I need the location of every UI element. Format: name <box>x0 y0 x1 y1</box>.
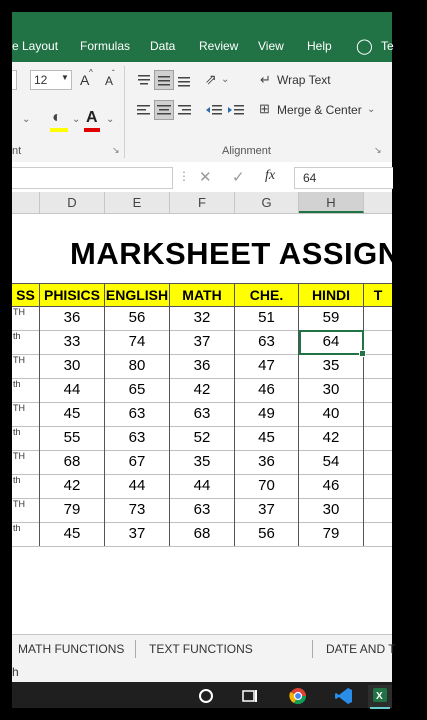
align-left-button[interactable] <box>134 100 154 120</box>
cell-math[interactable]: 35 <box>170 450 235 474</box>
column-header-h[interactable]: H <box>299 192 364 213</box>
cell-total[interactable] <box>364 474 392 498</box>
merge-center-button[interactable]: Merge & Center <box>277 103 362 117</box>
cell-math[interactable]: 36 <box>170 354 235 378</box>
cell-physics[interactable]: 68 <box>40 450 105 474</box>
more-options-icon: ⋮ <box>178 169 190 183</box>
header-cell-physics[interactable]: PHISICS <box>40 284 105 306</box>
formula-value: 64 <box>303 171 317 185</box>
sheet-grid[interactable] <box>12 213 427 633</box>
ribbon-tab-bar <box>12 12 392 62</box>
chevron-down-icon[interactable]: ⌄ <box>72 114 81 125</box>
row-class-cell[interactable]: th <box>12 426 40 450</box>
cell-chemistry[interactable]: 36 <box>235 450 299 474</box>
column-header-partial[interactable] <box>364 192 392 213</box>
chevron-down-icon[interactable]: ⌄ <box>106 114 115 125</box>
tab-review[interactable]: Review <box>199 39 239 53</box>
svg-text:X: X <box>376 691 383 702</box>
align-center-icon <box>155 101 173 119</box>
cell-english[interactable]: 44 <box>105 474 170 498</box>
cell-math[interactable]: 63 <box>170 402 235 426</box>
row-class-cell[interactable]: TH <box>12 354 40 378</box>
alignment-group-label: Alignment <box>222 145 271 157</box>
cell-physics[interactable]: 44 <box>40 378 105 402</box>
vscode-icon[interactable] <box>334 686 354 706</box>
grow-font-button[interactable]: A <box>80 72 90 88</box>
tab-help[interactable]: Help <box>307 39 332 53</box>
cell-english[interactable]: 37 <box>105 522 170 546</box>
wrap-text-icon: ↵ <box>260 72 271 87</box>
cell-physics[interactable]: 33 <box>40 330 105 354</box>
bottom-align-icon <box>175 71 193 89</box>
table-row <box>12 402 392 427</box>
cell-physics[interactable]: 45 <box>40 522 105 546</box>
cell-english[interactable]: 80 <box>105 354 170 378</box>
cell-chemistry[interactable]: 63 <box>235 330 299 354</box>
formula-input[interactable] <box>294 167 393 189</box>
cell-math[interactable]: 42 <box>170 378 235 402</box>
formula-bar <box>12 162 392 193</box>
column-header-g[interactable]: G <box>235 192 299 213</box>
cell-hindi[interactable]: 30 <box>299 498 364 522</box>
cell-physics[interactable]: 30 <box>40 354 105 378</box>
tab-page-layout[interactable]: e Layout <box>12 39 59 53</box>
row-class-cell[interactable]: th <box>12 474 40 498</box>
header-cell-chemistry[interactable]: CHE. <box>235 284 299 306</box>
lightbulb-icon[interactable]: ◯ <box>356 38 373 55</box>
font-size-dropdown[interactable] <box>30 70 72 90</box>
cell-chemistry[interactable]: 49 <box>235 402 299 426</box>
cell-english[interactable]: 56 <box>105 306 170 330</box>
column-header-f[interactable]: F <box>170 192 235 213</box>
cell-total[interactable] <box>364 450 392 474</box>
table-row <box>12 378 392 403</box>
cell-hindi[interactable]: 40 <box>299 402 364 426</box>
circle-icon[interactable] <box>196 686 216 706</box>
cell-chemistry[interactable]: 56 <box>235 522 299 546</box>
cell-english[interactable]: 65 <box>105 378 170 402</box>
header-cell-math[interactable]: MATH <box>170 284 235 306</box>
cell-chemistry[interactable]: 46 <box>235 378 299 402</box>
column-header-partial[interactable] <box>12 192 40 213</box>
align-right-icon <box>175 101 193 119</box>
header-cell-total[interactable]: T <box>373 287 383 303</box>
sheet-tab-date-and-time[interactable]: DATE AND T <box>326 642 396 656</box>
dialog-launcher-icon[interactable]: ↘ <box>374 145 382 155</box>
cell-total[interactable] <box>364 402 392 426</box>
tab-view[interactable]: View <box>258 39 284 53</box>
chevron-down-icon[interactable]: ⌄ <box>22 114 31 125</box>
cell-total[interactable] <box>364 306 392 330</box>
fill-color-icon[interactable]: ◐ <box>52 109 62 126</box>
cell-hindi[interactable]: 64 <box>299 330 364 354</box>
cell-english[interactable]: 63 <box>105 402 170 426</box>
cell-physics[interactable]: 55 <box>40 426 105 450</box>
group-divider <box>124 66 125 158</box>
tab-data[interactable]: Data <box>150 39 176 53</box>
cell-math[interactable]: 52 <box>170 426 235 450</box>
font-color-button[interactable]: A <box>86 109 98 126</box>
middle-align-button[interactable] <box>154 70 174 90</box>
ribbon-home <box>12 62 392 163</box>
task-view-icon[interactable] <box>240 686 260 706</box>
chevron-down-icon[interactable]: ⌄ <box>367 104 376 115</box>
cell-math[interactable]: 37 <box>170 330 235 354</box>
sheet-tab-math-functions[interactable]: MATH FUNCTIONS <box>18 642 125 656</box>
cell-total[interactable] <box>364 330 392 354</box>
cell-chemistry[interactable]: 37 <box>235 498 299 522</box>
header-row <box>12 283 392 307</box>
row-class-cell[interactable]: TH <box>12 498 40 522</box>
cell-hindi[interactable]: 46 <box>299 474 364 498</box>
row-class-cell[interactable]: th <box>12 378 40 402</box>
align-right-button[interactable] <box>174 100 194 120</box>
decrease-indent-icon <box>205 101 223 119</box>
empty-cells[interactable] <box>12 549 392 633</box>
table-row <box>12 306 392 331</box>
cell-total[interactable] <box>364 378 392 402</box>
cell-chemistry[interactable]: 70 <box>235 474 299 498</box>
cell-total[interactable] <box>364 354 392 378</box>
orientation-icon[interactable]: ⇗ <box>205 71 217 87</box>
cell-english[interactable]: 67 <box>105 450 170 474</box>
table-row <box>12 426 392 451</box>
insert-function-button[interactable]: fx <box>265 168 276 183</box>
header-cell-english[interactable]: ENGLISH <box>105 284 170 306</box>
enter-check-icon[interactable]: ✓ <box>232 169 245 186</box>
column-header-d[interactable]: D <box>40 192 105 213</box>
tab-divider <box>135 640 136 658</box>
sheet-title[interactable]: MARKSHEET ASSIGNM <box>70 236 427 271</box>
table-row <box>12 498 392 523</box>
taskbar <box>12 682 392 708</box>
tab-formulas[interactable]: Formulas <box>80 39 131 53</box>
cell-hindi[interactable]: 59 <box>299 306 364 330</box>
sheet-tab-text-functions[interactable]: TEXT FUNCTIONS <box>149 642 253 656</box>
cell-english[interactable]: 63 <box>105 426 170 450</box>
cell-english[interactable]: 74 <box>105 330 170 354</box>
table-row <box>12 522 392 547</box>
excel-window <box>12 12 427 708</box>
cell-math[interactable]: 68 <box>170 522 235 546</box>
align-left-icon <box>135 101 153 119</box>
cell-total[interactable] <box>364 426 392 450</box>
font-color-swatch <box>84 128 100 132</box>
cell-hindi[interactable]: 79 <box>299 522 364 546</box>
active-cell-h6[interactable] <box>299 330 364 355</box>
status-bar <box>12 662 392 682</box>
row-class-cell[interactable]: TH <box>12 402 40 426</box>
cell-hindi[interactable]: 54 <box>299 450 364 474</box>
cell-chemistry[interactable]: 51 <box>235 306 299 330</box>
row-class-cell[interactable]: TH <box>12 450 40 474</box>
cell-physics[interactable]: 42 <box>40 474 105 498</box>
column-headers <box>12 192 392 214</box>
cell-math[interactable]: 44 <box>170 474 235 498</box>
fill-color-swatch <box>50 128 68 132</box>
dialog-launcher-icon[interactable]: ↘ <box>112 145 120 155</box>
cell-hindi[interactable]: 30 <box>299 378 364 402</box>
tab-divider <box>312 640 313 658</box>
row-class-cell[interactable]: th <box>12 330 40 354</box>
cell-physics[interactable]: 79 <box>40 498 105 522</box>
cell-physics[interactable]: 45 <box>40 402 105 426</box>
chevron-down-icon: ▼ <box>61 73 69 82</box>
cell-physics[interactable]: 36 <box>40 306 105 330</box>
increase-indent-icon <box>227 101 245 119</box>
header-cell-class[interactable]: SS <box>12 284 40 306</box>
shrink-font-button[interactable]: A <box>105 74 114 88</box>
cell-chemistry[interactable]: 45 <box>235 426 299 450</box>
cell-total[interactable] <box>364 522 392 546</box>
row-class-cell[interactable]: TH <box>12 306 40 330</box>
sheet-tab-bar <box>12 634 396 663</box>
cell-chemistry[interactable]: 47 <box>235 354 299 378</box>
cell-hindi[interactable]: 42 <box>299 426 364 450</box>
chrome-icon[interactable] <box>288 686 308 706</box>
font-size-value: 12 <box>34 73 48 87</box>
cell-math[interactable]: 63 <box>170 498 235 522</box>
font-name-dropdown[interactable] <box>12 70 17 90</box>
middle-align-icon <box>155 71 173 89</box>
align-center-button[interactable] <box>154 100 174 120</box>
top-align-button[interactable] <box>134 70 154 90</box>
top-align-icon <box>135 71 153 89</box>
decrease-indent-button[interactable] <box>204 100 224 120</box>
cell-total[interactable] <box>364 498 392 522</box>
increase-indent-button[interactable] <box>226 100 246 120</box>
merge-center-icon: ⊞ <box>259 101 270 116</box>
name-box[interactable] <box>12 167 173 189</box>
column-header-e[interactable]: E <box>105 192 170 213</box>
caret-up-icon: ^ <box>89 68 93 77</box>
tell-me-label[interactable]: Te <box>381 39 394 53</box>
caret-down-icon: ˇ <box>112 69 115 78</box>
cell-math[interactable]: 32 <box>170 306 235 330</box>
cell-english[interactable]: 73 <box>105 498 170 522</box>
excel-icon[interactable] <box>368 685 392 708</box>
status-text: h <box>12 665 19 679</box>
row-class-cell[interactable]: th <box>12 522 40 546</box>
font-group-label: nt <box>12 145 22 157</box>
bottom-align-button[interactable] <box>174 70 194 90</box>
table-row <box>12 474 392 499</box>
table-row <box>12 450 392 475</box>
table-row <box>12 354 392 379</box>
chevron-down-icon[interactable]: ⌄ <box>221 74 230 85</box>
cell-hindi[interactable]: 35 <box>299 354 364 378</box>
active-indicator <box>370 707 390 709</box>
header-cell-hindi[interactable]: HINDI <box>299 284 364 306</box>
cancel-icon[interactable]: ✕ <box>199 169 212 186</box>
wrap-text-button[interactable]: Wrap Text <box>277 73 331 87</box>
